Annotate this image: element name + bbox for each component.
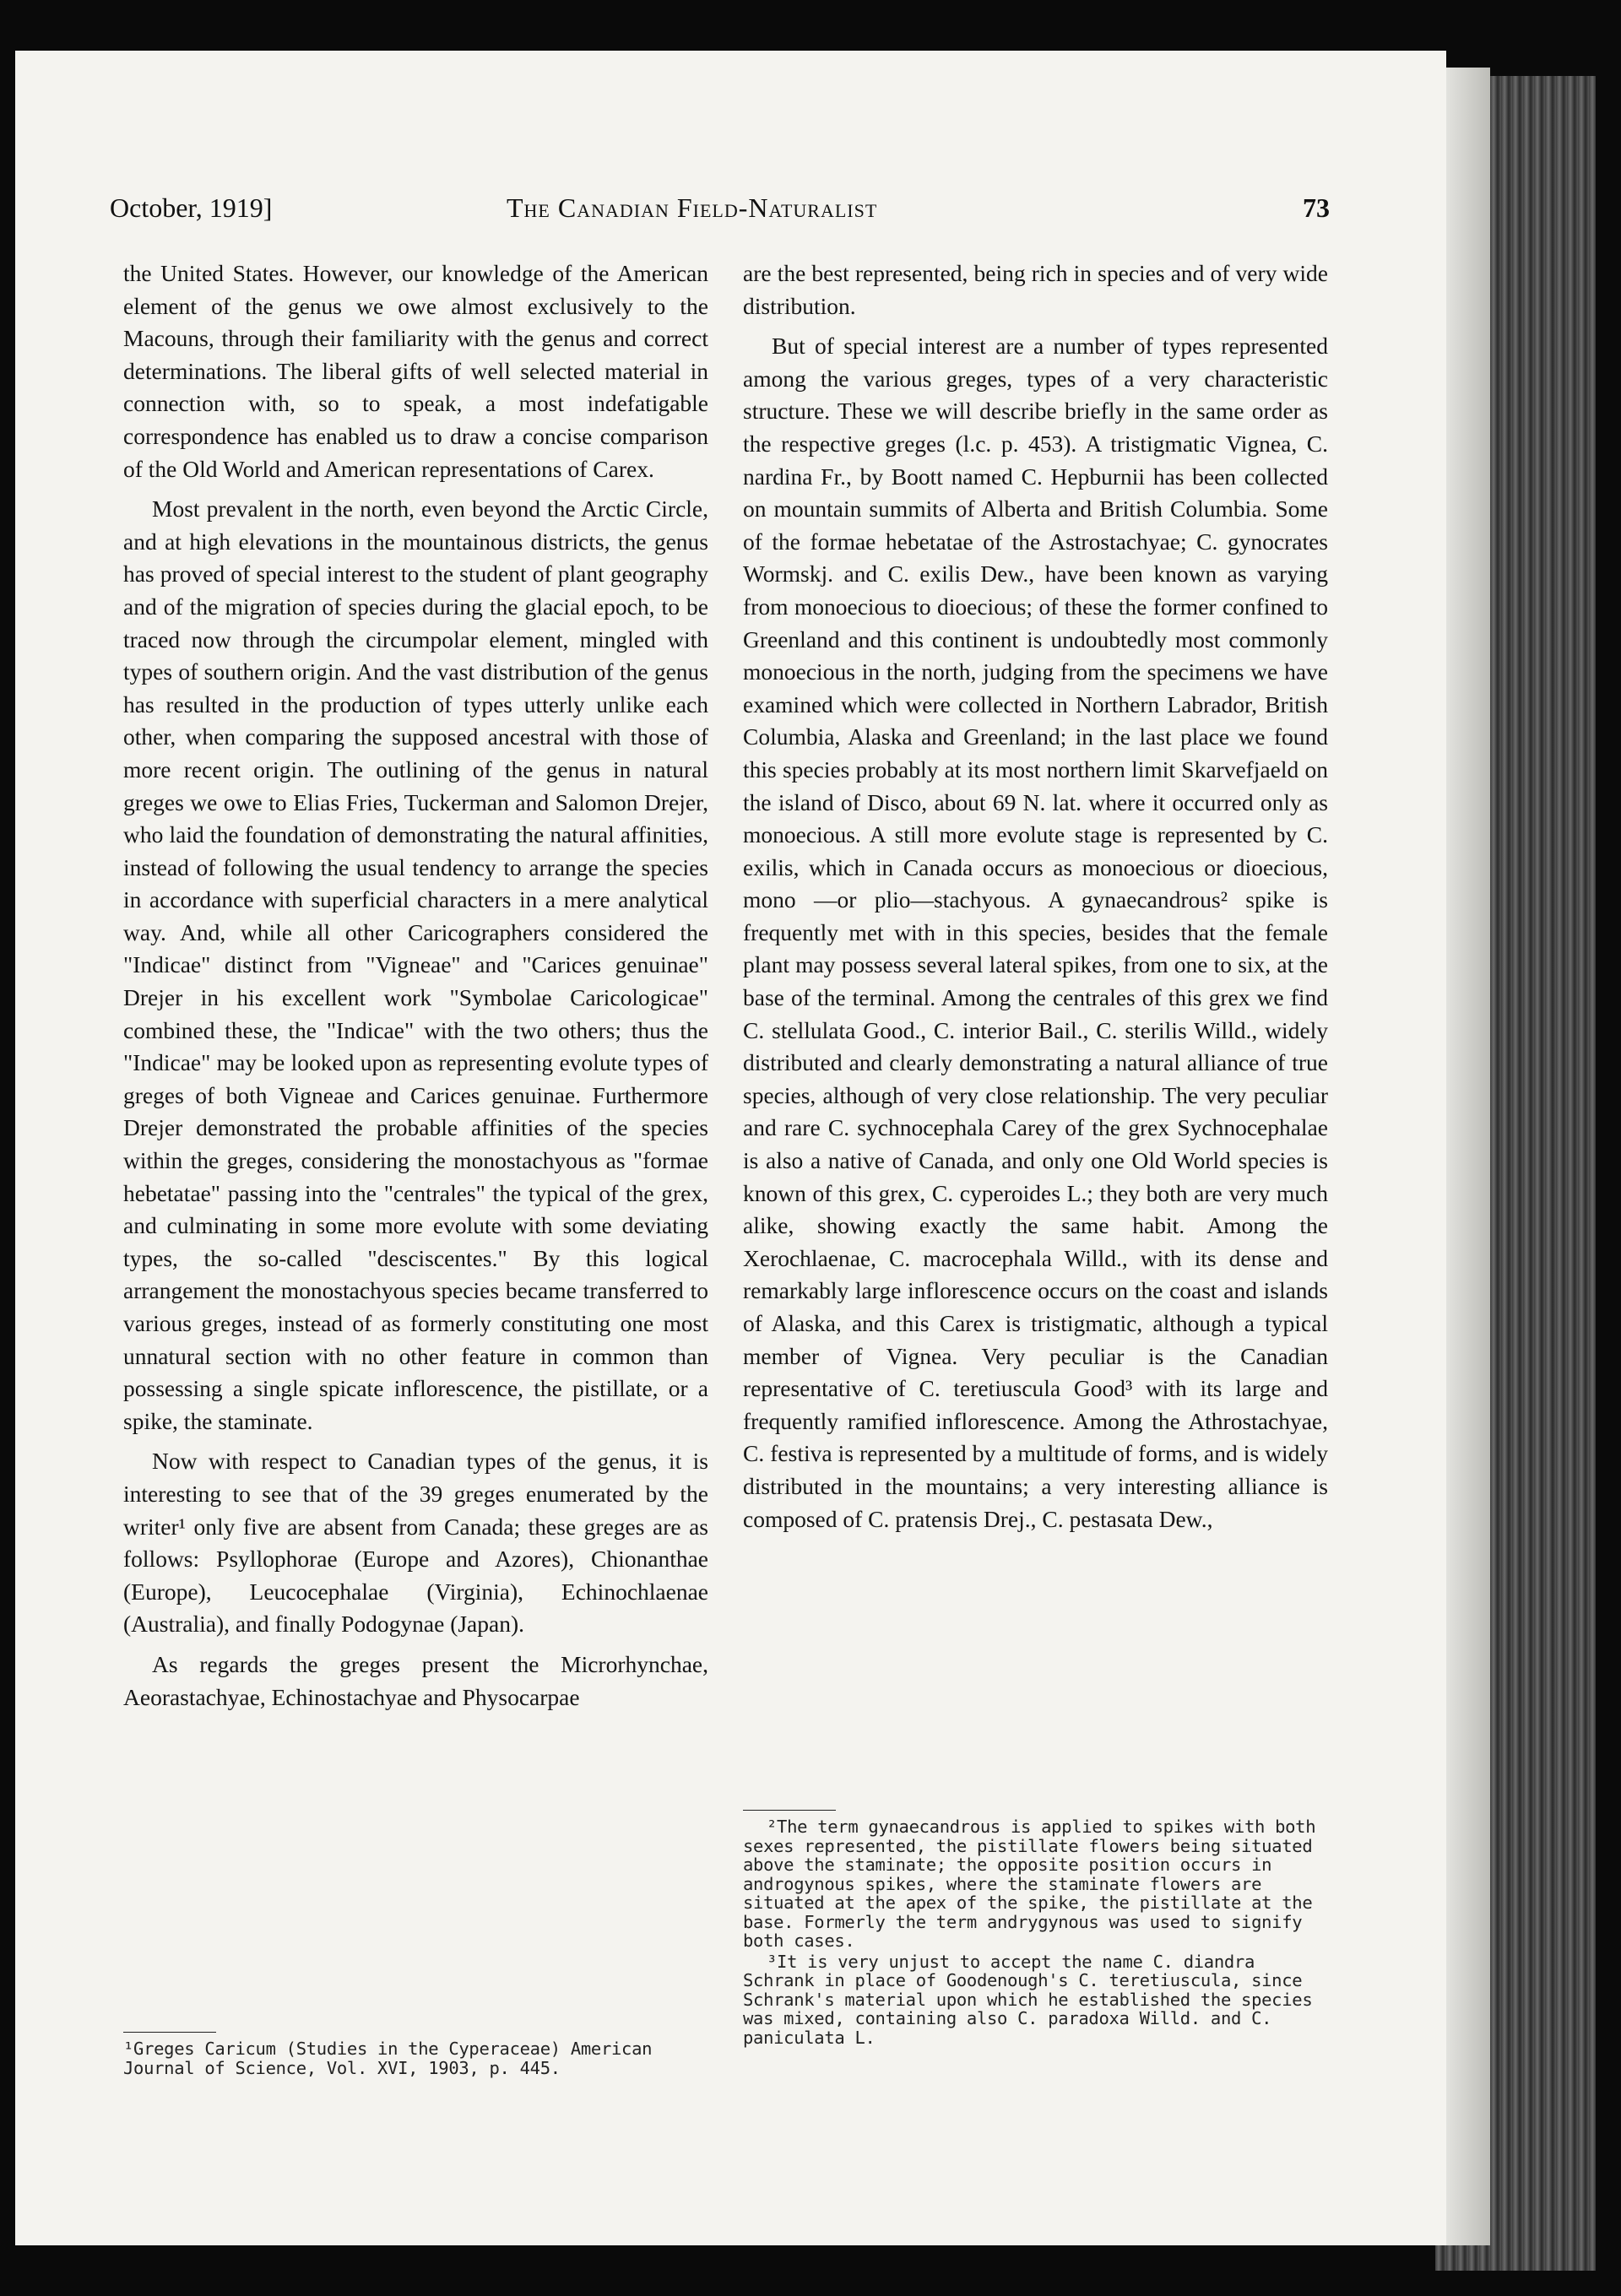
left-footnotes: [123, 2020, 708, 2077]
paragraph: the United States. However, our knowledge of the American element of the genus we owe almost exclusively to the Macouns, through their familiarity with the genus and correct determinations. The liberal gifts of well selected material in connection with, so to speak, a most indefatigable correspondence has enabled us to draw a concise comparison of the Old World and American representations of Carex.: [123, 260, 708, 482]
page-stack-edge: [1439, 68, 1490, 2245]
header-date: October, 1919]: [110, 192, 273, 223]
header-journal-title: The Canadian Field-Naturalist: [507, 192, 878, 223]
footnote-divider: [123, 2032, 216, 2033]
footnote-2: ²The term gynaecandrous is applied to spikes with both sexes represented, the pistillate flowers being situated above the staminate; the opposite position occurs in androgynous spikes, where the staminate flowers are situated at the apex of the spike, the pistillate at the base. Formerly the term andrygynous was used to signify both cases.: [743, 1817, 1316, 1951]
paragraph: Now with respect to Canadian types of the genus, it is interesting to see that of the 39 greges enumerated by the writer¹ only five are absent from Canada; these greges are as follows: Psyllophorae (Europe and Azores), Chionanthae (Europe), Leucocephalae (Virginia), Echinochlaenae (Australia), and finally Podogynae (Japan).: [123, 1448, 708, 1638]
paragraph: As regards the greges present the Microrhynchae, Aeorastachyae, Echinostachyae and Physocarpae: [123, 1650, 708, 1710]
paragraph: are the best represented, being rich in species and of very wide distribution.: [743, 260, 1328, 319]
footnote-3: ³It is very unjust to accept the name C. diandra Schrank in place of Goodenough's C. teretiuscula, since Schrank's material upon which he established the species was mixed, containing also C. paradoxa Willd. and C. paniculata L.: [743, 1951, 1313, 2048]
running-header: [110, 192, 1330, 226]
left-column: [123, 257, 708, 1721]
footnote-divider: [743, 1810, 836, 1811]
paragraph: But of special interest are a number of types represented among the various greges, types of a very characteristic structure. These we will describe briefly in the same order as the respective greges (l.c. p. 453). A tristigmatic Vignea, C. nardina Fr., by Boott named C. Hepburnii has been collected on mountain summits of Alberta and British Columbia. Some of the formae hebetatae of the Astrostachyae; C. gynocrates Wormskj. and C. exilis Dew., have been known as varying from monoecious to dioecious; of these the former confined to Greenland and this continent is undoubtedly most commonly monoecious in the north, judging from the specimens we have examined which were collected in Northern Labrador, British Columbia, Alaska and Greenland; in the last place we found this species probably at its most northern limit Skarvefjaeld on the island of Disco, about 69 N. lat. where it occurred only as monoecious. A still more evolute stage is represented by C. exilis, which in Canada occurs as monoecious or dioecious, mono —or plio—stachyous. A gynaecandrous² spike is frequently met with in this species, besides that the female plant may possess several lateral spikes, from one to six, at the base of the terminal. Among the centrales of this grex we find C. stellulata Good., C. interior Bail., C. sterilis Willd., widely distributed and clearly demonstrating a natural alliance of true species, although of very close relationship. The very peculiar and rare C. sychnocephala Carey of the grex Sychnocephalae is also a native of Canada, and only one Old World species is known of this grex, C. cyperoides L.; they both are very much alike, showing exactly the same habit. Among the Xerochlaenae, C. macrocephala Willd., with its dense and remarkably large inflorescence occurs on the coast and islands of Alaska, and this Carex is tristigmatic, although a typical member of Vignea. Very peculiar is the Canadian representative of C. teretiuscula Good³ with its large and frequently ramified inflorescence. Among the Athrostachyae, C. festiva is represented by a multitude of forms, and is widely distributed in the mountains; a very interesting alliance is composed of C. pratensis Drej., C. pestasata Dew.,: [743, 333, 1328, 1532]
right-footnotes: [743, 1798, 1328, 2047]
right-column: [743, 257, 1328, 1543]
paragraph: Most prevalent in the north, even beyond the Arctic Circle, and at high elevations in the mountainous districts, the genus has proved of special interest to the student of plant geography and of the migration of species during the glacial epoch, to be traced now through the circumpolar element, mingled with types of southern origin. And the vast distribution of the genus has resulted in the production of types utterly unlike each other, when comparing the supposed ancestral with those of more recent origin. The outlining of the genus in natural greges we owe to Elias Fries, Tuckerman and Salomon Drejer, who laid the foundation of demonstrating the natural affinities, instead of following the usual tendency to arrange the species in accordance with superficial characters in a mere analytical way. And, while all other Caricographers considered the "Indicae" distinct from "Vigneae" and "Carices genuinae" Drejer in his excellent work "Symbolae Caricologicae" combined these, the "Indicae" with the two others; thus the "Indicae" may be looked upon as representing evolute types of greges of both Vigneae and Carices genuinae. Furthermore Drejer demonstrated the probable affinities of the species within the greges, considering the monostachyous as "formae hebetatae" passing into the "centrales" the typical of the grex, and culminating in some more evolute with some deviating types, the so-called "desciscentes." By this logical arrangement the monostachyous species became transferred to various greges, instead of as formerly constituting one most unnatural section with no other feature in common than possessing a single spicate inflorescence, the pistillate, or a spike, the staminate.: [123, 495, 708, 1434]
page-number: 73: [1303, 192, 1330, 223]
footnote-1: ¹Greges Caricum (Studies in the Cyperaceae) American Journal of Science, Vol. XVI, 1903, p. 445.: [123, 2039, 653, 2078]
